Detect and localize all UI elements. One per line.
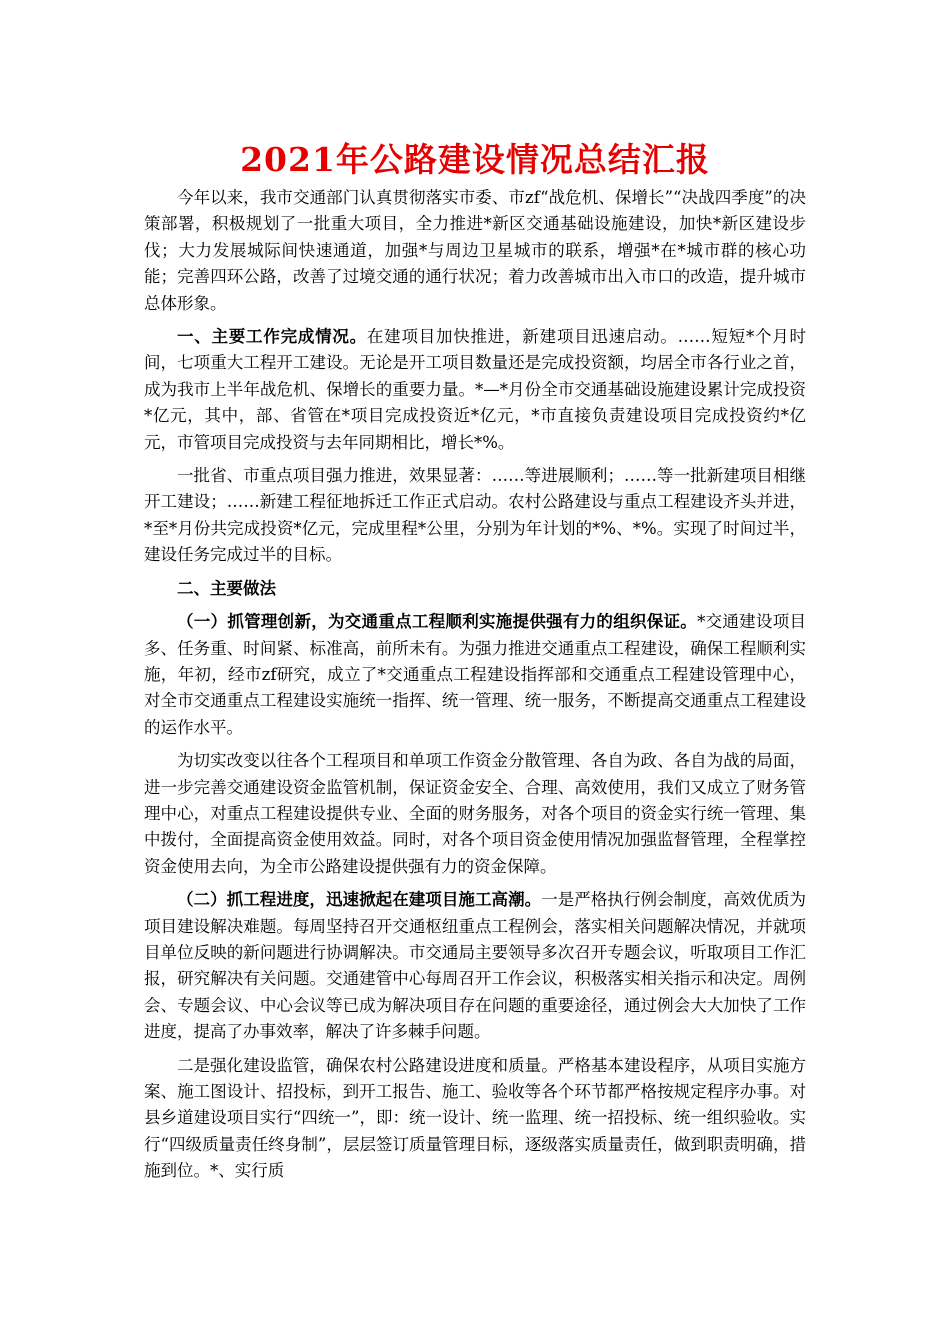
paragraph-text: 一是严格执行例会制度，高效优质为项目建设解决难题。每周坚持召开交通枢纽重点工程例会，落实相关问题解决情况，并就项目单位反映的新问题进行协调解决。市交通局主要领导多次召开专题会议，听取项目工作汇报，研究解决有关问题。交通建管中心每周召开工作会议，积极落实相关指示和决定。周例会、专题会议、中心会议等已成为解决项目存在问题的重要途径，通过例会大大加快了工作进度，提高了办事效率，解决了许多棘手问题。	[144, 890, 807, 1042]
section-heading-2	[144, 576, 806, 602]
paragraph-text: 一批省、市重点项目强力推进，效果显著：……等进展顺利；……等一批新建项目相继开工建设；……新建工程征地拆迁工作正式启动。农村公路建设与重点工程建设齐头并进，*至*月份共完成投资*亿元，完成里程*公里，分别为年计划的*%、*%。实现了时间过半，建设任务完成过半的目标。	[144, 466, 806, 565]
paragraph-text: 今年以来，我市交通部门认真贯彻落实市委、市zf“战危机、保增长”“决战四季度”的决策部署，积极规划了一批重大项目，全力推进*新区交通基础设施建设，加快*新区建设步伐；大力发展城际间快速通道，加强*与周边卫星城市的联系，增强*在*城市群的核心功能；完善四环公路，改善了过境交通的通行状况；着力改善城市出入市口的改造，提升城市总体形象。	[144, 188, 806, 313]
paragraph-section-1	[144, 324, 806, 456]
subsection-heading: （一）抓管理创新，为交通重点工程顺利实施提供强有力的组织保证。	[177, 612, 698, 632]
paragraph-text: *交通建设项目多、任务重、时间紧、标准高，前所未有。为强力推进交通重点工程建设，确保工程顺利实施，年初，经市zf研究，成立了*交通重点工程建设指挥部和交通重点工程建设管理中心，对全市交通重点工程建设实施统一指挥、统一管理、统一服务，不断提高交通重点工程建设的运作水平。	[144, 612, 807, 737]
paragraph-finance	[144, 748, 806, 880]
paragraph-text: 为切实改变以往各个工程项目和单项工作资金分散管理、各自为政、各自为战的局面，进一步完善交通建设资金监管机制，保证资金安全、合理、高效使用，我们又成立了财务管理中心，对重点工程建设提供专业、全面的财务服务，对各个项目的资金实行统一管理、集中拨付，全面提高资金使用效益。同时，对各个项目资金使用情况加强监督管理，全程掌控资金使用去向，为全市公路建设提供强有力的资金保障。	[144, 751, 806, 876]
paragraph-text: 在建项目加快推进，新建项目迅速启动。……短短*个月时间，七项重大工程开工建设。无论是开工项目数量还是完成投资额，均居全市各行业之首，成为我市上半年战危机、保增长的重要力量。*—*月份全市交通基础设施建设累计完成投资*亿元，其中，部、省管在*项目完成投资近*亿元，*市直接负责建设项目完成投资约*亿元，市管项目完成投资与去年同期相比，增长*%。	[144, 327, 807, 452]
document-title: 2021年公路建设情况总结汇报	[240, 140, 710, 179]
paragraph-subsection-2	[144, 887, 806, 1045]
paragraph-intro	[144, 185, 806, 317]
subsection-heading: （二）抓工程进度，迅速掀起在建项目施工高潮。	[177, 890, 542, 910]
document-body	[144, 185, 806, 1192]
section-heading: 一、主要工作完成情况。	[177, 327, 367, 347]
paragraph-text: 二是强化建设监管，确保农村公路建设进度和质量。严格基本建设程序，从项目实施方案、施工图设计、招投标，到开工报告、施工、验收等各个环节都严格按规定程序办事。对县乡道建设项目实行“四统一”，即：统一设计、统一监理、统一招投标、统一组织验收。实行“四级质量责任终身制”，层层签订质量管理目标，逐级落实质量责任，做到职责明确，措施到位。*、实行质	[144, 1055, 806, 1181]
section-heading: 二、主要做法	[177, 578, 276, 598]
paragraph-subsection-1	[144, 609, 806, 741]
paragraph-key-projects	[144, 463, 806, 569]
paragraph-supervision	[144, 1053, 806, 1185]
